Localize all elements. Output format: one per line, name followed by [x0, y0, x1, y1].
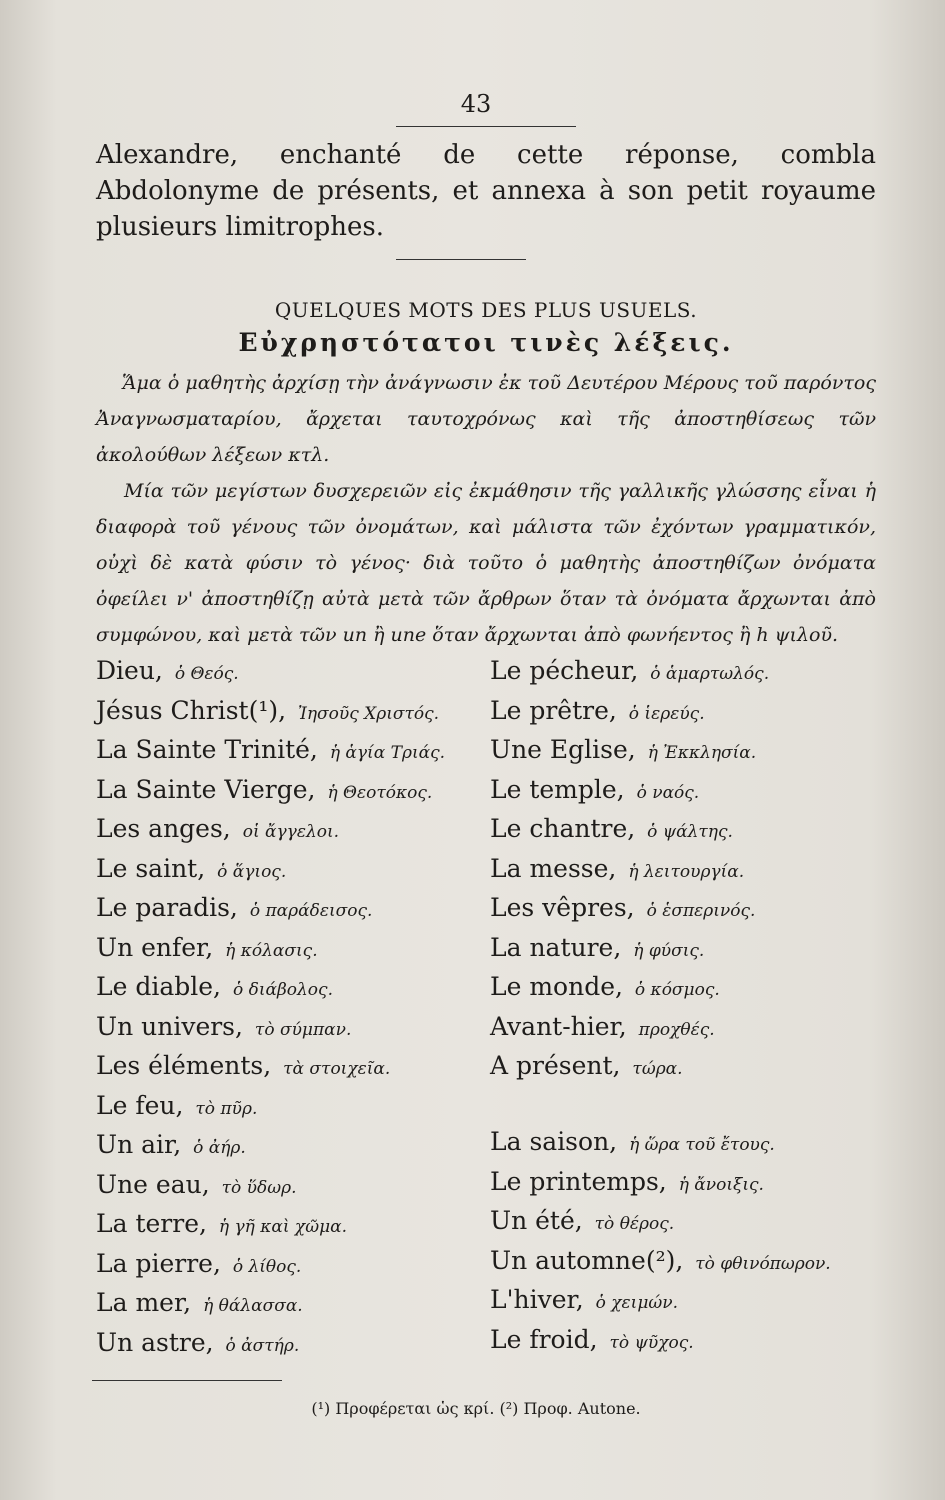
french-word: Une Eglise,	[490, 735, 636, 764]
greek-translation: τὸ πῦρ.	[195, 1098, 258, 1119]
vocabulary-entry	[490, 1009, 876, 1049]
vocabulary-entry	[96, 969, 482, 1009]
vocabulary-entry	[490, 930, 876, 970]
french-word: La messe,	[490, 853, 617, 883]
section-heading-french: QUELQUES MOTS DES PLUS USUELS.	[274, 298, 698, 322]
greek-translation: τὸ ὕδωρ.	[221, 1177, 297, 1198]
greek-translation: τὸ σύμπαν.	[254, 1019, 352, 1040]
vocabulary-entry	[96, 1009, 482, 1049]
greek-translation: ἡ ὥρα τοῦ ἔτους.	[629, 1135, 775, 1155]
vocabulary-entry	[490, 969, 876, 1009]
french-word: Un astre,	[96, 1327, 214, 1357]
footnote: (¹) Προφέρεται ὡς κρί. (²) Προφ. Autone.	[311, 1399, 641, 1418]
greek-translation: ὁ λίθος.	[232, 1256, 302, 1277]
greek-translation: τὰ στοιχεῖα.	[283, 1059, 391, 1079]
greek-translation: τὸ φθινόπωρον.	[695, 1253, 831, 1274]
vocabulary-entry	[490, 851, 876, 891]
greek-translation: ἡ γῆ καὶ χῶμα.	[218, 1217, 348, 1237]
vocabulary-entry	[490, 1203, 876, 1243]
greek-translation: Ἰησοῦς Χριστός.	[298, 703, 440, 724]
greek-translation: ὁ Θεός.	[174, 664, 239, 684]
french-word: Le pécheur,	[490, 656, 639, 685]
french-word: Jésus Christ(¹),	[96, 695, 287, 725]
greek-translation: ἡ ἄνοιξις.	[678, 1174, 764, 1195]
greek-translation: προχθές.	[638, 1019, 715, 1040]
greek-translation: ἡ λειτουργία.	[628, 861, 745, 882]
vocabulary-entry	[96, 772, 482, 812]
section-divider	[396, 259, 526, 260]
french-word: Un automne(²),	[490, 1245, 684, 1275]
french-word: Un été,	[490, 1206, 583, 1235]
vocabulary-entry	[96, 1206, 482, 1246]
greek-translation: ὁ ναός.	[636, 782, 700, 803]
greek-translation: ὁ διάβολος.	[232, 980, 333, 1000]
vocabulary-entry	[490, 1282, 876, 1322]
french-word: La saison,	[490, 1127, 618, 1156]
top-rule	[396, 126, 576, 127]
french-word: Le saint,	[96, 853, 206, 883]
vocabulary-right-column	[482, 653, 876, 1364]
section-heading-greek: Εὐχρηστότατοι τινὲς λέξεις.	[238, 328, 734, 357]
vocabulary-entry	[490, 1124, 876, 1164]
greek-translation: τὸ ψῦχος.	[609, 1332, 694, 1353]
vocabulary-entry	[96, 693, 482, 733]
vocabulary-entry	[490, 732, 876, 772]
french-word: Le temple,	[490, 774, 625, 804]
greek-translation: ὁ ἱερεύς.	[628, 703, 705, 724]
french-word: Un air,	[96, 1130, 182, 1159]
page-number: 43	[460, 90, 492, 118]
vocabulary-left-column	[96, 653, 482, 1364]
vocabulary-entry	[490, 1243, 876, 1283]
greek-translation: ὁ κόσμος.	[634, 980, 720, 1000]
vocabulary-entry	[490, 772, 876, 812]
vocabulary-entry	[96, 1127, 482, 1167]
vocabulary-entry	[96, 732, 482, 772]
greek-translation: ἡ ἁγία Τριάς.	[329, 743, 446, 763]
french-word: La terre,	[96, 1209, 207, 1238]
footnote-rule	[92, 1380, 282, 1381]
greek-paragraph-2: Μία τῶν μεγίστων δυσχερειῶν εἰς ἐκμάθησιν τῆς γαλλικῆς γλώσσης εἶναι ἡ διαφορὰ τοῦ γένους τῶν ὀνομάτων, καὶ μάλιστα τῶν ἐχόντων γραμματικόν, οὐχὶ δὲ κατὰ φύσιν τὸ γένος· διὰ τοῦτο ὁ μαθητὴς ἀποστηθίζων ὀνόματα ὀφείλει ν' ἀποστηθίζῃ αὐτὰ μετὰ τῶν ἄρθρων ὅταν τὰ ὀνόματα ἄρχωνται ἀπὸ συμφώνου, καὶ μετὰ τῶν un ἢ une ὅταν ἄρχωνται ἀπὸ φωνήεντος ἢ h ψιλοῦ.	[96, 480, 876, 646]
french-word: La nature,	[490, 932, 622, 962]
vocabulary-entry	[96, 1088, 482, 1128]
vocabulary-entry	[96, 1285, 482, 1325]
french-word: Le printemps,	[490, 1166, 667, 1196]
french-word: Avant-hier,	[490, 1011, 627, 1041]
vocabulary-entry	[96, 1167, 482, 1207]
greek-translation: τώρα.	[632, 1059, 683, 1079]
french-word: Le froid,	[490, 1324, 598, 1354]
vocabulary-entry	[96, 890, 482, 930]
greek-translation: ἡ θάλασσα.	[203, 1296, 303, 1316]
greek-translation: ὁ ἁμαρτωλός.	[650, 664, 770, 684]
greek-translation: οἱ ἄγγελοι.	[242, 822, 340, 842]
greek-translation: ἡ Θεοτόκος.	[327, 782, 433, 803]
vocabulary-entry	[490, 811, 876, 851]
french-word: Dieu,	[96, 656, 163, 685]
greek-translation: ἡ κόλασις.	[225, 940, 318, 961]
greek-translation: τὸ θέρος.	[594, 1214, 675, 1234]
vocabulary-list	[96, 653, 876, 1364]
vocabulary-entry	[490, 1048, 876, 1088]
greek-translation: ὁ παράδεισος.	[249, 901, 373, 921]
vocabulary-entry	[490, 693, 876, 733]
vocabulary-entry	[96, 811, 482, 851]
greek-translation: ὁ ἅγιος.	[217, 861, 287, 882]
vocabulary-entry	[490, 1088, 876, 1125]
french-word: La mer,	[96, 1288, 192, 1317]
vocabulary-entry	[96, 851, 482, 891]
vocabulary-entry	[490, 653, 876, 693]
vocabulary-entry	[96, 1048, 482, 1088]
french-word: A présent,	[490, 1051, 621, 1080]
french-word: Les vêpres,	[490, 893, 635, 922]
french-word: Les anges,	[96, 814, 231, 843]
french-word: La Sainte Trinité,	[96, 735, 318, 764]
french-word: La Sainte Vierge,	[96, 774, 316, 804]
greek-translation: ὁ ψάλτης.	[647, 822, 733, 842]
vocabulary-entry	[490, 890, 876, 930]
vocabulary-entry	[96, 1246, 482, 1286]
french-word: Le monde,	[490, 972, 623, 1001]
vocabulary-entry	[96, 930, 482, 970]
greek-translation: ὁ ἀστήρ.	[225, 1335, 300, 1356]
french-word: Une eau,	[96, 1169, 210, 1199]
vocabulary-entry	[96, 1325, 482, 1365]
vocabulary-entry	[490, 1322, 876, 1362]
french-word: Le diable,	[96, 972, 221, 1001]
greek-paragraph-1: Ἅμα ὁ μαθητὴς ἀρχίσῃ τὴν ἀνάγνωσιν ἐκ τοῦ Δευτέρου Μέρους τοῦ παρόντος Ἀναγνωσματαρίου, ἄρχεται ταυτοχρόνως καὶ τῆς ἀποστηθίσεως τῶν ἀκολούθων λέξεων κτλ.	[96, 372, 876, 466]
greek-translation: ὁ ἑσπερινός.	[646, 901, 756, 921]
french-word: Un enfer,	[96, 932, 214, 962]
french-word: Le paradis,	[96, 893, 238, 922]
french-word: Les éléments,	[96, 1051, 272, 1080]
french-word: Le feu,	[96, 1090, 184, 1120]
french-word: Un univers,	[96, 1011, 243, 1041]
greek-translation: ὁ χειμών.	[595, 1293, 678, 1313]
greek-translation: ἡ φύσις.	[633, 940, 705, 961]
intro-paragraph: Alexandre, enchanté de cette réponse, combla Abdolonyme de présents, et annexa à son petit royaume plusieurs limitrophes.	[96, 140, 876, 242]
french-word: L'hiver,	[490, 1285, 584, 1314]
greek-translation: ὁ ἀήρ.	[193, 1138, 246, 1158]
french-word: La pierre,	[96, 1248, 221, 1278]
greek-translation: ἡ Ἐκκλησία.	[647, 743, 757, 763]
french-word: Le chantre,	[490, 814, 636, 843]
vocabulary-entry	[96, 653, 482, 693]
french-word: Le prêtre,	[490, 695, 617, 725]
vocabulary-entry	[490, 1164, 876, 1204]
page-content	[96, 90, 876, 1418]
